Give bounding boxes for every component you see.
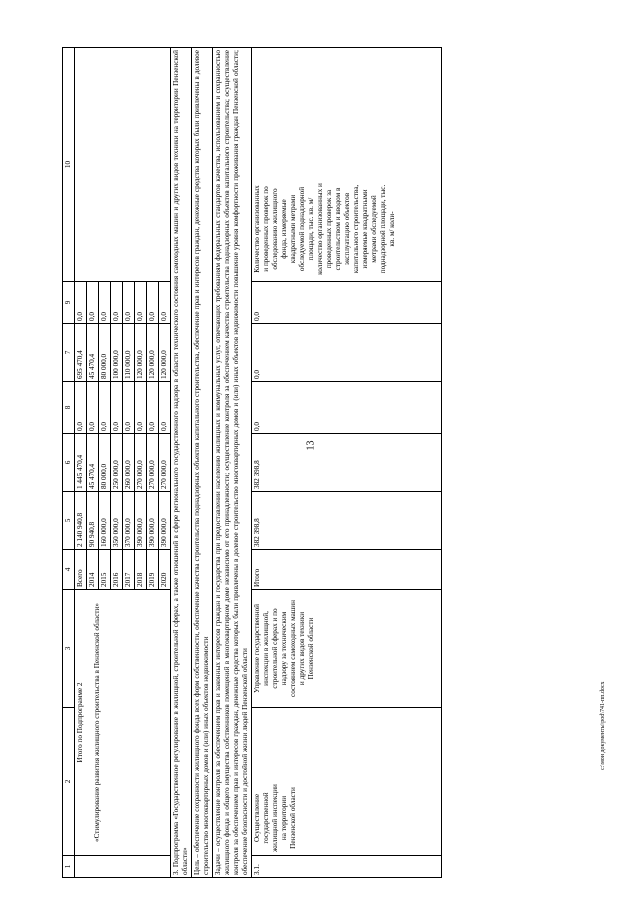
- value-cell: 0,0: [111, 282, 123, 324]
- value-cell: 382 398,8: [252, 434, 442, 492]
- item-indicator: [252, 48, 442, 282]
- value-cell: 0,0: [252, 382, 442, 434]
- year-cell: 2020: [159, 550, 171, 590]
- col-header: 7: [63, 324, 75, 382]
- subprogram3-title-row: [171, 48, 192, 878]
- year-cell: 2018: [135, 550, 147, 590]
- value-cell: 160 000,0: [99, 492, 111, 550]
- item-executor: [252, 590, 442, 708]
- col-header: 4: [63, 550, 75, 590]
- rotated-table-container: [62, 48, 572, 878]
- col-header: 10: [63, 48, 75, 282]
- value-cell: 80 000,0: [99, 434, 111, 492]
- page-number: 13: [305, 440, 317, 451]
- value-cell: 0,0: [252, 324, 442, 382]
- value-cell: 260 000,0: [123, 434, 135, 492]
- value-cell: 0,0: [159, 282, 171, 324]
- value-cell: 0,0: [111, 382, 123, 434]
- value-cell: 0,0: [252, 282, 442, 324]
- item-name-text: Осуществление государственной жилищной инспекции на территории Пензенской области: [253, 784, 297, 852]
- value-cell: 45 470,4: [87, 324, 99, 382]
- value-cell: 0,0: [147, 382, 159, 434]
- subprogram2-total-label: Итого по Подпрограмме 2: [76, 682, 84, 763]
- value-cell: 1 445 470,4: [75, 434, 87, 492]
- value-cell: 390 000,0: [147, 492, 159, 550]
- value-cell: 250 000,0: [111, 434, 123, 492]
- year-cell: 2014: [87, 550, 99, 590]
- subprogram3-goal: Цель – обеспечение сохранности жилищного фонда всех форм собственности, обеспечение качества строительства поднадзорных объектов капитального строительства, обеспечение прав и интересов граждан, денежные средства которых были привлечены в долевое строительство многоквартирных домов и (или) иных объектов недвижимости: [192, 48, 213, 878]
- value-cell: 0,0: [135, 282, 147, 324]
- value-cell: 0,0: [87, 282, 99, 324]
- value-cell: 390 000,0: [159, 492, 171, 550]
- subprogram3-goal-row: [192, 48, 213, 878]
- col-header: 2: [63, 708, 75, 856]
- value-cell: 90 940,8: [87, 492, 99, 550]
- column-number-row: [63, 48, 75, 878]
- year-cell: Всего: [75, 550, 87, 590]
- table-row: [75, 48, 87, 878]
- footer-file-path: c:\мои документы\pod\741-пп.docx: [600, 681, 606, 770]
- value-cell: 0,0: [147, 282, 159, 324]
- value-cell: 0,0: [99, 282, 111, 324]
- subprogram3-title: 3. Подпрограмма «Государственное регулирование в жилищной, строительной сферах, а также отношений в сфере регионального государственного надзора в области технического состояния самоходных машин и других видов техники на территории Пензенской области»: [171, 48, 192, 878]
- col-header: 6: [63, 434, 75, 492]
- value-cell: 350 000,0: [111, 492, 123, 550]
- item-number: 3.1.: [252, 856, 442, 878]
- year-cell: 2017: [123, 550, 135, 590]
- value-cell: 45 470,4: [87, 434, 99, 492]
- table-row: [252, 48, 442, 878]
- col-header: 5: [63, 492, 75, 550]
- value-cell: 270 000,0: [147, 434, 159, 492]
- value-cell: 0,0: [159, 382, 171, 434]
- col-header: 9: [63, 282, 75, 324]
- value-cell: 0,0: [123, 382, 135, 434]
- col-header: 3: [63, 590, 75, 708]
- value-cell: 370 000,0: [123, 492, 135, 550]
- value-cell: 0,0: [135, 382, 147, 434]
- value-cell: 0,0: [87, 382, 99, 434]
- value-cell: 270 000,0: [135, 434, 147, 492]
- year-cell: Итого: [252, 550, 442, 590]
- value-cell: 0,0: [75, 282, 87, 324]
- value-cell: 120 000,0: [159, 324, 171, 382]
- value-cell: 0,0: [75, 382, 87, 434]
- year-cell: 2015: [99, 550, 111, 590]
- year-cell: 2016: [111, 550, 123, 590]
- value-cell: 382 398,8: [252, 492, 442, 550]
- item-executor-text: Управление государственной инспекции в жилищной, строительной сферах и по надзору за техническим состоянием самоходных машин и других видов техники Пензенской области: [253, 600, 315, 697]
- value-cell: 120 000,0: [147, 324, 159, 382]
- value-cell: 0,0: [123, 282, 135, 324]
- subprogram3-tasks-row: [213, 48, 252, 878]
- empty-cell: [75, 48, 171, 282]
- empty-cell: [75, 856, 171, 878]
- item-name: [252, 708, 442, 856]
- value-cell: 110 000,0: [123, 324, 135, 382]
- value-cell: 390 000,0: [135, 492, 147, 550]
- year-cell: 2019: [147, 550, 159, 590]
- value-cell: 0,0: [99, 382, 111, 434]
- subprogram2-name: «Стимулирование развития жилищного строительства в Пензенской области»: [93, 603, 101, 842]
- item-indicator-text: Количество организованных и проведенных проверок по обследованию жилищного фонда, измеряемые квадратными метрами обследуемой поднадзорной площади, тыс. кв. м/ количество организованных и проведенных проверок за строительством и вводом в эксплуатацию объектов капитального строительства, измеряемые квадратными метрами обследуемой поднадзорной площади, тыс. кв. м/ коли-: [253, 183, 396, 275]
- subprogram3-tasks: Задачи – осуществление контроля за обеспечением прав и законных интересов граждан и государства при предоставлении населению жилищных и коммунальных услуг, отвечающих требованиям федеральных стандартов качества, использованием и сохранностью жилищного фонда и общего имущества собственников помещений в многоквартирном доме независимо от его принадлежности; осуществление контроля за обеспечением качества строительства поднадзорных объектов капитального строительства; осуществление контроля за обеспечением прав и интересов граждан, денежные средства которых были привлечены в долевое строительство многоквартирных домов и (или) иных объектов недвижимости повышение уровня комфортности проживания граждан Пензенской области; обеспечение безопасности и достойной жизни людей Пензенской области: [213, 48, 252, 878]
- value-cell: 80 000,0: [99, 324, 111, 382]
- col-header: 8: [63, 382, 75, 434]
- col-header: 1: [63, 856, 75, 878]
- value-cell: 695 470,4: [75, 324, 87, 382]
- value-cell: 120 000,0: [135, 324, 147, 382]
- value-cell: 100 000,0: [111, 324, 123, 382]
- subprogram2-title: [75, 590, 171, 856]
- budget-table: [62, 47, 442, 878]
- value-cell: 270 000,0: [159, 434, 171, 492]
- value-cell: 2 140 940,8: [75, 492, 87, 550]
